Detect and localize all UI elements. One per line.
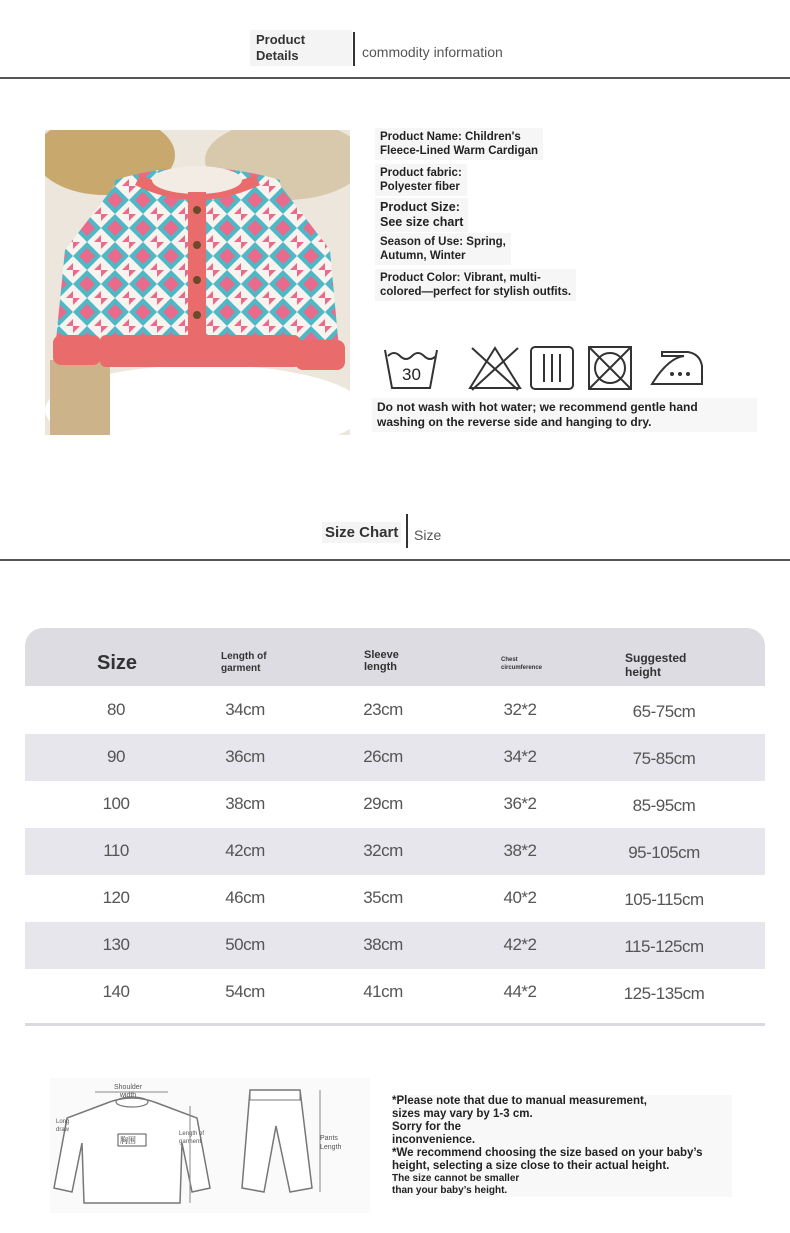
note-line4: inconvenience. (392, 1134, 476, 1146)
note-line6: height, selecting a size close to their actual height. (392, 1160, 670, 1172)
header-height-line1: Suggested (625, 651, 687, 665)
pants-length-label-line1: Pants (320, 1135, 338, 1142)
product-fabric (375, 164, 467, 196)
shoulder-label-line1: Shoulder (114, 1084, 143, 1091)
header-sleeve-line2: length (364, 661, 397, 673)
sleeve-label-line2: draw (56, 1127, 70, 1133)
sleeve-length-cell: 26cm (363, 747, 403, 766)
details-header-rule (0, 77, 790, 79)
note-line7: The size cannot be smaller (392, 1173, 520, 1184)
chest-badge-label: 胸围 (120, 1136, 136, 1145)
chest-cell: 38*2 (503, 841, 537, 860)
table-row (25, 781, 765, 828)
product-season-line2: Autumn, Winter (380, 250, 466, 262)
sleeve-length-cell: 32cm (363, 841, 403, 860)
header-sleeve-line1: Sleeve (364, 649, 399, 661)
product-color-line2: colored—perfect for stylish outfits. (380, 286, 572, 298)
product-fabric-label: Product fabric: (380, 167, 462, 179)
chest-cell: 34*2 (503, 747, 537, 766)
table-row (25, 687, 765, 734)
header-sleeve (364, 649, 399, 673)
product-color (375, 269, 576, 301)
product-name-line2: Fleece-Lined Warm Cardigan (380, 145, 539, 157)
garment-length-cell: 38cm (225, 794, 265, 813)
wash-30-icon (382, 344, 440, 392)
chest-cell: 36*2 (503, 794, 537, 813)
size-cell: 80 (107, 700, 125, 719)
details-subtitle: commodity information (362, 44, 503, 60)
product-size-value: See size chart (380, 215, 464, 229)
size-chart-subtitle: Size (414, 527, 442, 543)
wash-temp-label: 30 (402, 365, 421, 384)
garment-length-label-line1: Length of (179, 1131, 205, 1137)
garment-length-label-line2: garment (179, 1139, 202, 1145)
header-size: Size (97, 652, 138, 674)
table-row (25, 922, 765, 969)
note-line5: *We recommend choosing the size based on your baby’s (392, 1147, 703, 1159)
size-cell: 100 (102, 794, 130, 813)
chest-cell: 42*2 (503, 935, 537, 954)
product-season (375, 233, 511, 265)
sleeve-label-line1: Long (56, 1119, 70, 1125)
garment-length-label (179, 1130, 204, 1146)
size-header-rule (0, 559, 790, 561)
size-cell: 110 (103, 841, 129, 860)
header-chest-line1: Chest (501, 657, 518, 663)
size-table-bottom-rule (25, 1023, 765, 1026)
sleeve-length-cell: 23cm (363, 700, 403, 719)
table-row (25, 734, 765, 781)
sleeve-label (56, 1118, 69, 1134)
header-length-line2: garment (221, 663, 261, 674)
shoulder-label-line2: width (119, 1092, 137, 1099)
header-height (625, 651, 686, 679)
header-chest-line2: circumference (501, 665, 543, 671)
table-row (25, 828, 765, 875)
product-photo (45, 130, 350, 435)
chest-cell: 44*2 (503, 982, 537, 1001)
no-bleach-icon (466, 344, 524, 392)
details-title-line2: Details (256, 48, 299, 63)
details-title (250, 30, 352, 66)
table-row (25, 875, 765, 922)
size-header-divider (406, 514, 408, 548)
care-text-line2: washing on the reverse side and hanging to dry. (377, 415, 652, 429)
chest-cell: 32*2 (503, 700, 537, 719)
garment-length-cell: 34cm (225, 700, 265, 719)
details-title-line1: Product (256, 32, 306, 47)
header-height-line2: height (625, 665, 661, 679)
measurement-diagram (50, 1078, 370, 1213)
size-cell: 120 (102, 888, 130, 907)
header-chest (501, 656, 542, 672)
care-instructions (372, 398, 757, 432)
sleeve-length-cell: 29cm (363, 794, 403, 813)
height-cell: 85-95cm (632, 796, 696, 815)
note-line8: than your baby’s height. (392, 1185, 508, 1196)
garment-length-cell: 50cm (225, 935, 265, 954)
height-cell: 125-135cm (623, 984, 705, 1003)
note-line2: sizes may vary by 1-3 cm. (392, 1108, 533, 1120)
shoulder-label (114, 1084, 142, 1100)
pants-length-label-line2: Length (320, 1144, 342, 1151)
hang-dry-icon (528, 344, 586, 392)
size-cell: 140 (102, 982, 130, 1001)
note-line3: Sorry for the (392, 1121, 462, 1133)
sleeve-length-cell: 41cm (363, 982, 403, 1001)
pants-length-label (320, 1134, 341, 1152)
note-line1: *Please note that due to manual measurement, (392, 1095, 647, 1107)
details-header-divider (353, 32, 355, 66)
sleeve-length-cell: 38cm (363, 935, 403, 954)
table-row (25, 969, 765, 1016)
product-name (375, 128, 543, 160)
size-cell: 90 (107, 747, 125, 766)
garment-length-cell: 54cm (225, 982, 265, 1001)
product-name-line1: Product Name: Children's (380, 131, 521, 143)
garment-length-cell: 36cm (225, 747, 265, 766)
size-cell: 130 (102, 935, 130, 954)
product-size-label: Product Size: (380, 200, 460, 214)
height-cell: 95-105cm (628, 843, 700, 862)
garment-length-cell: 42cm (225, 841, 265, 860)
height-cell: 105-115cm (624, 890, 704, 909)
garment-length-cell: 46cm (225, 888, 265, 907)
height-cell: 115-125cm (624, 937, 704, 956)
measurement-note (392, 1095, 732, 1197)
no-tumble-dry-icon (586, 344, 644, 392)
header-length-line1: Length of (221, 651, 267, 662)
iron-low-icon (648, 344, 706, 392)
header-length (221, 651, 267, 675)
care-text-line1: Do not wash with hot water; we recommend gentle hand (377, 400, 698, 414)
product-size (375, 198, 468, 232)
product-color-line1: Product Color: Vibrant, multi- (380, 272, 541, 284)
product-season-line1: Season of Use: Spring, (380, 236, 506, 248)
chest-cell: 40*2 (503, 888, 537, 907)
height-cell: 65-75cm (632, 702, 696, 721)
height-cell: 75-85cm (632, 749, 696, 768)
product-fabric-value: Polyester fiber (380, 181, 460, 193)
sleeve-length-cell: 35cm (363, 888, 403, 907)
size-table-header (25, 628, 765, 686)
size-chart-title: Size Chart (322, 522, 401, 543)
